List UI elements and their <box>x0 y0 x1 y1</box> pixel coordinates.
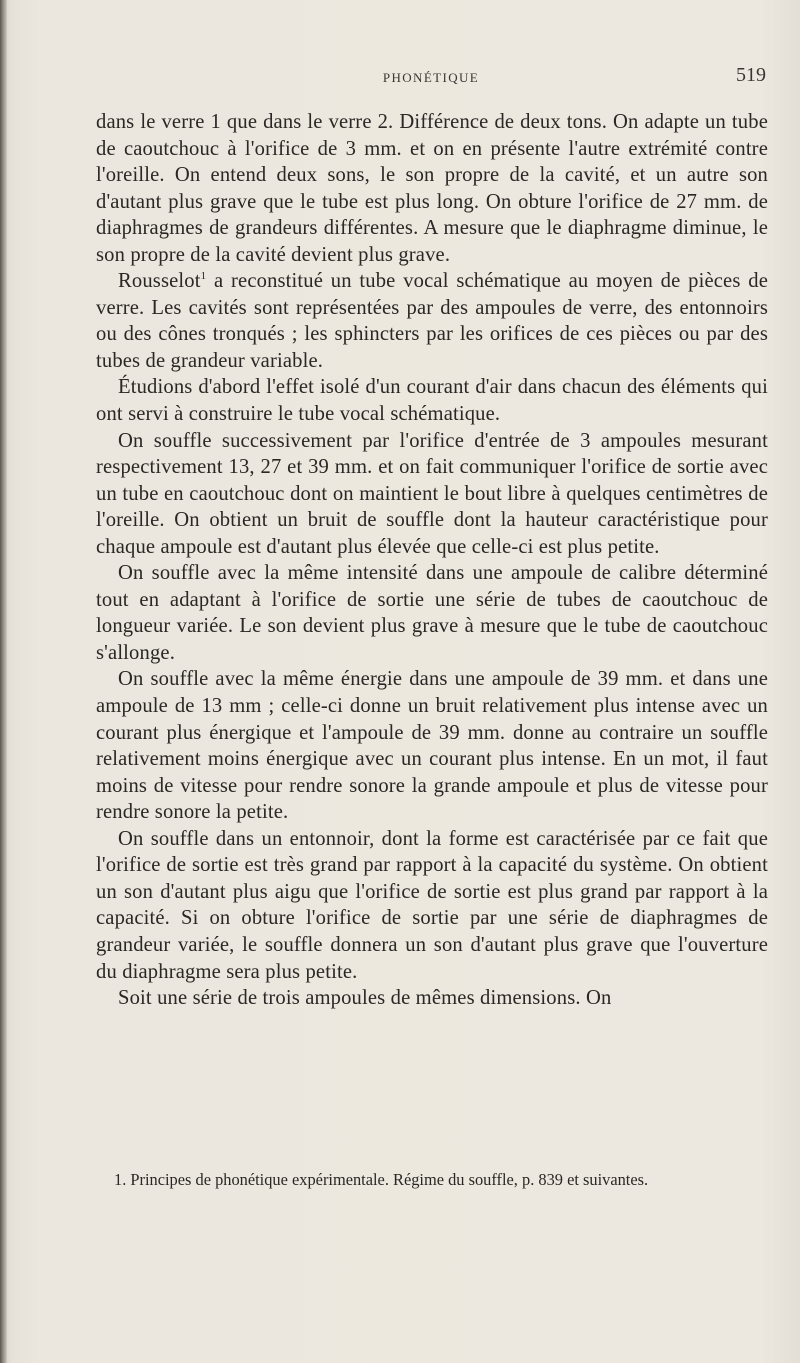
paragraph-2 <box>96 268 768 374</box>
body-text <box>96 109 768 1012</box>
paragraph-6: On souffle avec la même énergie dans une ampoule de 39 mm. et dans une ampoule de 13 mm ; celle-ci donne un bruit relativement plus intense avec un courant plus énergique et l'ampoule de 39 mm. donne au contraire un souffle relativement moins énergique avec un courant plus intense. En un mot, il faut moins de vitesse pour rendre sonore la grande ampoule et plus de vitesse pour rendre sonore la petite. <box>96 668 768 824</box>
footnote <box>96 1170 768 1191</box>
footnote-reference: 1 <box>200 270 207 283</box>
paragraph-7: On souffle dans un entonnoir, dont la forme est caractérisée par ce fait que l'orifice de sortie est très grand par rapport à la capacité du système. On obtient un son d'autant plus aigu que l'orifice de sortie est plus grand par rapport à la capacité. Si on obture l'orifice de sortie par une série de diaphragmes de grandeur variée, le souffle donnera un son d'autant plus grave que l'ouverture du diaphragme sera plus petite. <box>96 827 768 983</box>
paragraph-4: On souffle successivement par l'orifice d'entrée de 3 ampoules mesurant respectivement 13, 27 et 39 mm. et on fait communiquer l'orifice de sortie avec un tube en caoutchouc dont on maintient le bout libre à quelques centimètres de l'oreille. On obtient un bruit de souffle dont la hauteur caractéristique pour chaque ampoule est d'autant plus élevée que celle-ci est plus petite. <box>96 429 768 558</box>
paragraph-5: On souffle avec la même intensité dans une ampoule de calibre déterminé tout en adaptant à l'orifice de sortie une série de tubes de caoutchouc de longueur variée. Le son devient plus grave à mesure que le tube de caoutchouc s'allonge. <box>96 562 768 664</box>
page-number: 519 <box>736 64 766 86</box>
running-head: PHONÉTIQUE <box>382 70 480 85</box>
footnote-text: Principes de phonétique expérimentale. Régime du souffle, p. 839 et suivantes. <box>130 1170 649 1189</box>
paragraph-3: Étudions d'abord l'effet isolé d'un courant d'air dans chacun des éléments qui ont servi à construire le tube vocal schématique. <box>96 376 768 426</box>
paragraph-1: dans le verre 1 que dans le verre 2. Différence de deux tons. On adapte un tube de caoutchouc à l'orifice de 3 mm. et on en présente l'autre extrémité contre l'oreille. On entend deux sons, le son propre de la cavité, et un autre son d'autant plus grave que le tube est plus long. On obture l'orifice de 27 mm. de diaphragmes de grandeurs différentes. A mesure que le diaphragme diminue, le son propre de la cavité devient plus grave. <box>96 111 768 266</box>
paragraph-8: Soit une série de trois ampoules de mêmes dimensions. On <box>118 987 612 1010</box>
binding-edge <box>0 0 7 1363</box>
paragraph-2-text: a reconstitué un tube vocal schématique au moyen de pièces de verre. Les cavités sont représentées par des ampoules de verre, des entonnoirs ou des cônes tronqués ; les sphincters par les orifices de ces pièces ou par des tubes de grandeur variable. <box>96 270 768 372</box>
page-header <box>96 62 766 92</box>
footnote-mark: 1. <box>114 1170 127 1189</box>
author-name: Rousselot <box>118 270 201 293</box>
